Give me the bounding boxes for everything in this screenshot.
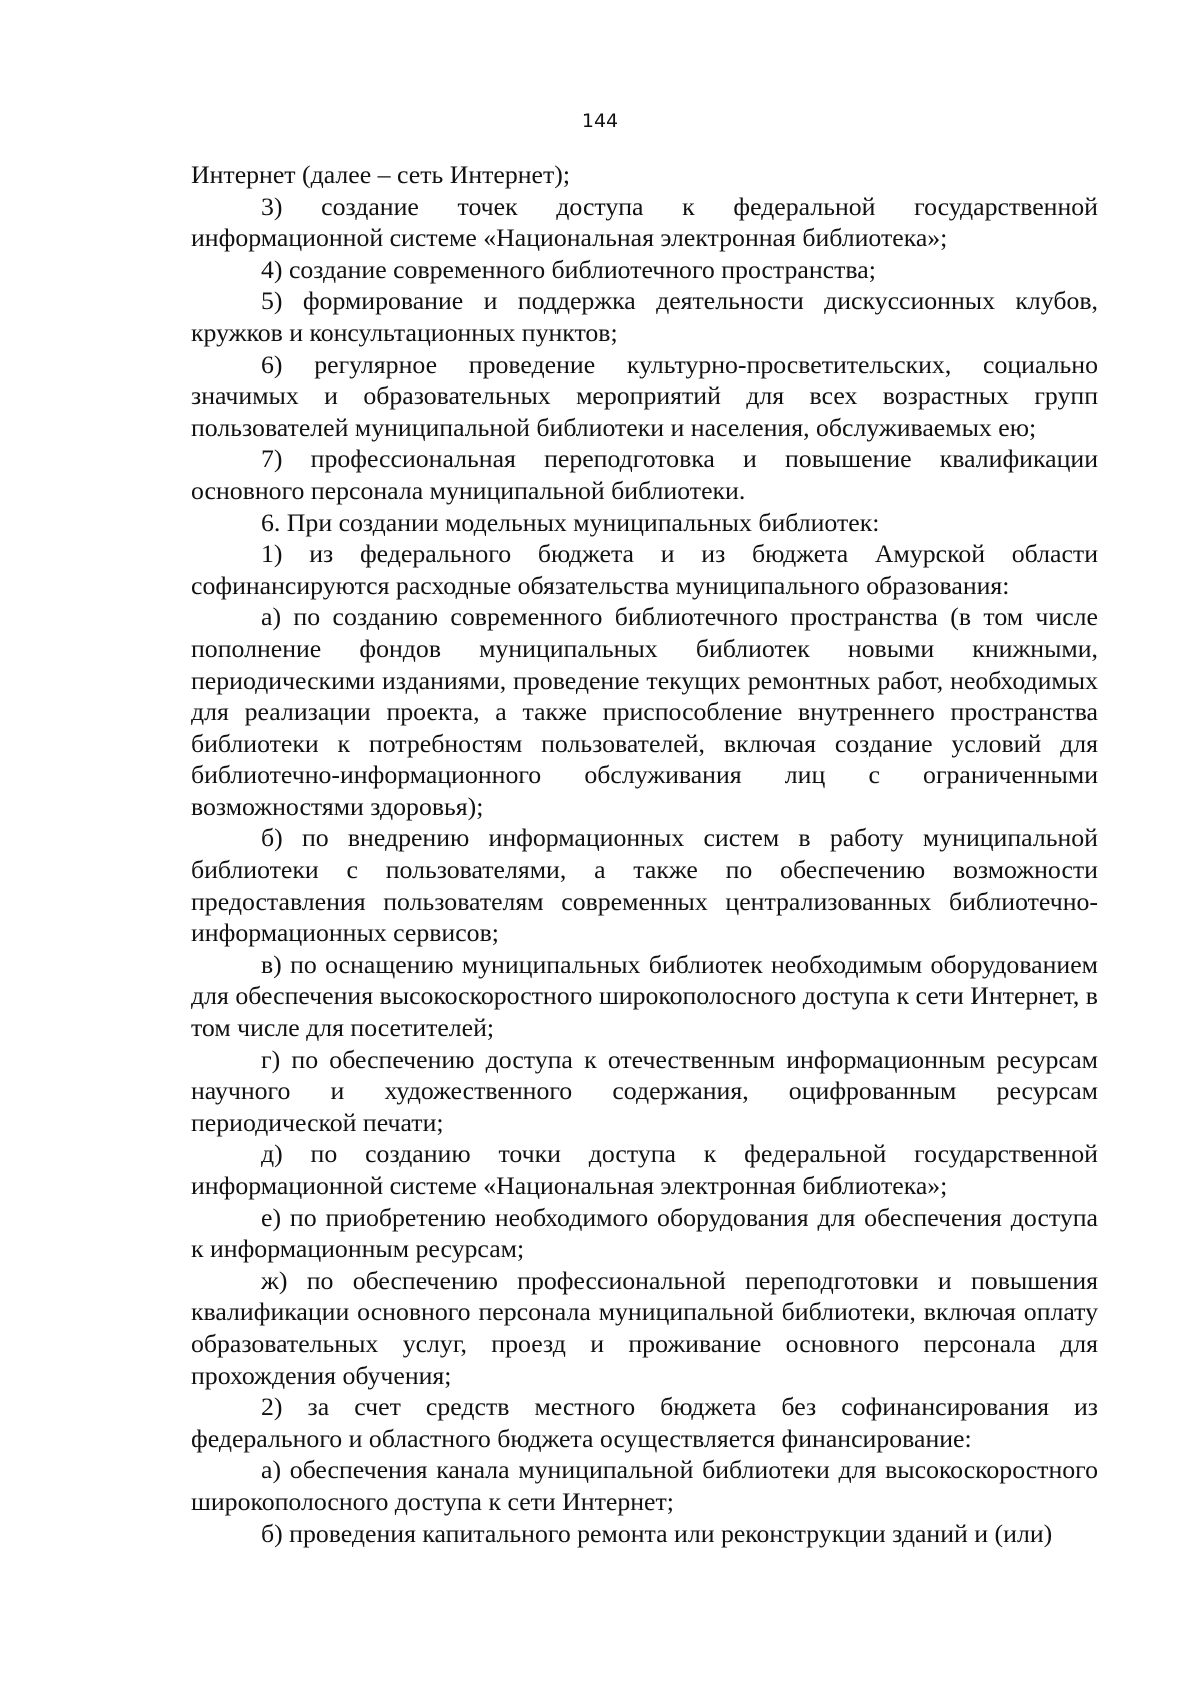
paragraph-item-4: 4) создание современного библиотечного пространства; — [261, 254, 876, 284]
paragraph-subitem-d: д) по созданию точки доступа к федеральной государственной информационной системе «Национальная электронная библиотека»; — [191, 1139, 1098, 1200]
paragraph-subitem-a: а) по созданию современного библиотечного пространства (в том числе пополнение фондов муниципальных библиотек новыми книжными, периодическими изданиями, проведение текущих ремонтных работ, необходимых для реализации проекта, а также приспособление внутреннего пространства библиотеки к потребностям пользователей, включая создание условий для библиотечно-информационного обслуживания лиц с ограниченными возможностями здоровья); — [191, 602, 1098, 821]
paragraph-subitem-1: 1) из федерального бюджета и из бюджета Амурской области софинансируются расходные обязательства муниципального образования: — [191, 539, 1098, 600]
paragraph-item-5: 5) формирование и поддержка деятельности дискуссионных клубов, кружков и консультационных пунктов; — [191, 286, 1098, 347]
paragraph-item-6: 6) регулярное проведение культурно-просветительских, социально значимых и образовательных мероприятий для всех возрастных групп пользователей муниципальной библиотеки и населения, обслуживаемых ею; — [191, 349, 1098, 442]
paragraph-subitem-g: г) по обеспечению доступа к отечественным информационным ресурсам научного и художественного содержания, оцифрованным ресурсам периодической печати; — [191, 1044, 1098, 1137]
paragraph-subitem-v: в) по оснащению муниципальных библиотек необходимым оборудованием для обеспечения высокоскоростного широкополосного доступа к сети Интернет, в том числе для посетителей; — [191, 949, 1098, 1043]
paragraph-subitem-2a: а) обеспечения канала муниципальной библиотеки для высокоскоростного широкополосного доступа к сети Интернет; — [191, 1455, 1098, 1516]
page-number: 144 — [581, 110, 619, 132]
paragraph-subitem-2b: б) проведения капитального ремонта или реконструкции зданий и (или) — [261, 1518, 1053, 1548]
paragraph-subitem-b: б) по внедрению информационных систем в работу муниципальной библиотеки с пользователями, а также по обеспечению возможности предоставления пользователям современных централизованных библиотечно-информационных сервисов; — [191, 823, 1098, 948]
paragraph-subitem-e: е) по приобретению необходимого оборудования для обеспечения доступа к информационным ресурсам; — [191, 1202, 1098, 1264]
section-6-heading: 6. При создании модельных муниципальных библиотек: — [261, 507, 880, 537]
paragraph-subitem-2: 2) за счет средств местного бюджета без софинансирования из федерального и областного бюджета осуществляется финансирование: — [191, 1392, 1098, 1453]
paragraph-continuation: Интернет (далее – сеть Интернет); — [191, 160, 571, 189]
paragraph-subitem-zh: ж) по обеспечению профессиональной переподготовки и повышения квалификации основного персонала муниципальной библиотеки, включая оплату образовательных услуг, проезд и проживание основного персонала для прохождения обучения; — [191, 1265, 1098, 1390]
paragraph-item-7: 7) профессиональная переподготовка и повышение квалификации основного персонала муниципальной библиотеки. — [191, 444, 1098, 505]
paragraph-item-3: 3) создание точек доступа к федеральной государственной информационной системе «Национальная электронная библиотека»; — [191, 191, 1098, 253]
document-body — [191, 159, 1098, 1549]
